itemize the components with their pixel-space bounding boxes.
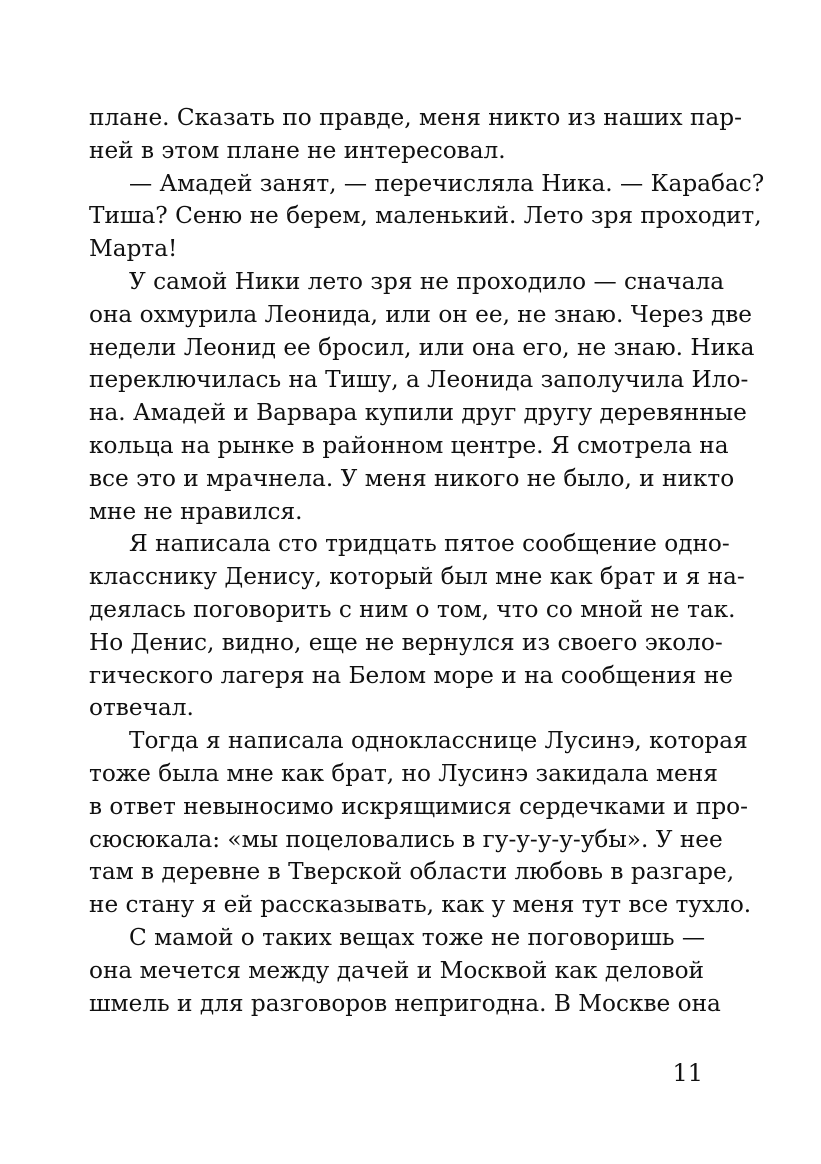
- paragraph: [89, 168, 765, 266]
- text-line: — Амадей занят, — перечисляла Ника. — Карабас?: [129, 169, 765, 197]
- text-line: она охмурила Леонида, или он ее, не знаю. Через две: [89, 300, 752, 328]
- text-line: не стану я ей рассказывать, как у меня тут все тухло.: [89, 891, 752, 919]
- text-line: на. Амадей и Варвара купили друг другу деревянные: [89, 399, 747, 427]
- text-line: ней в этом плане не интересовал.: [89, 136, 506, 164]
- text-line: Тогда я написала однокласснице Лусинэ, которая: [129, 727, 748, 755]
- text-line: переключилась на Тишу, а Леонида заполучила Ило-: [89, 366, 749, 394]
- text-line: она мечется между дачей и Москвой как деловой: [89, 956, 704, 984]
- text-line: в ответ невыносимо искрящимися сердечками и про-: [89, 792, 748, 820]
- text-line: Я написала сто тридцать пятое сообщение одно-: [129, 530, 730, 558]
- paragraph: [89, 528, 745, 725]
- text-line: шмель и для разговоров непригодна. В Москве она: [89, 989, 721, 1017]
- text-line: тоже была мне как брат, но Лусинэ закидала меня: [89, 759, 718, 787]
- text-line: гического лагеря на Белом море и на сообщения не: [89, 661, 733, 689]
- paragraph: [89, 922, 721, 1020]
- text-line: все это и мрачнела. У меня никого не было, и никто: [89, 464, 735, 492]
- text-line: Марта!: [89, 235, 178, 263]
- text-line: отвечал.: [89, 694, 194, 722]
- page-number: 11: [672, 1059, 703, 1087]
- text-line: там в деревне в Тверской области любовь в разгаре,: [89, 858, 735, 886]
- text-line: Тиша? Сеню не берем, маленький. Лето зря проходит,: [89, 202, 762, 230]
- text-line: класснику Денису, который был мне как брат и я на-: [89, 563, 745, 591]
- text-line: недели Леонид ее бросил, или она его, не знаю. Ника: [89, 333, 755, 361]
- text-line: С мамой о таких вещах тоже не поговоришь —: [129, 923, 706, 951]
- text-line: сюсюкала: «мы поцеловались в гу-у-у-у-убы». У нее: [89, 825, 723, 853]
- text-line: мне не нравился.: [89, 497, 303, 525]
- text-line: плане. Сказать по правде, меня никто из наших пар-: [89, 104, 742, 131]
- text-line: Но Денис, видно, еще не вернулся из своего эколо-: [89, 628, 723, 656]
- text-line: деялась поговорить с ним о том, что со мной не так.: [89, 595, 736, 623]
- body-text: [89, 102, 765, 1020]
- paragraph: [89, 102, 742, 168]
- paragraph: [89, 725, 752, 922]
- text-line: кольца на рынке в районном центре. Я смотрела на: [89, 431, 729, 459]
- text-line: У самой Ники лето зря не проходило — сначала: [129, 267, 725, 295]
- paragraph: [89, 266, 755, 528]
